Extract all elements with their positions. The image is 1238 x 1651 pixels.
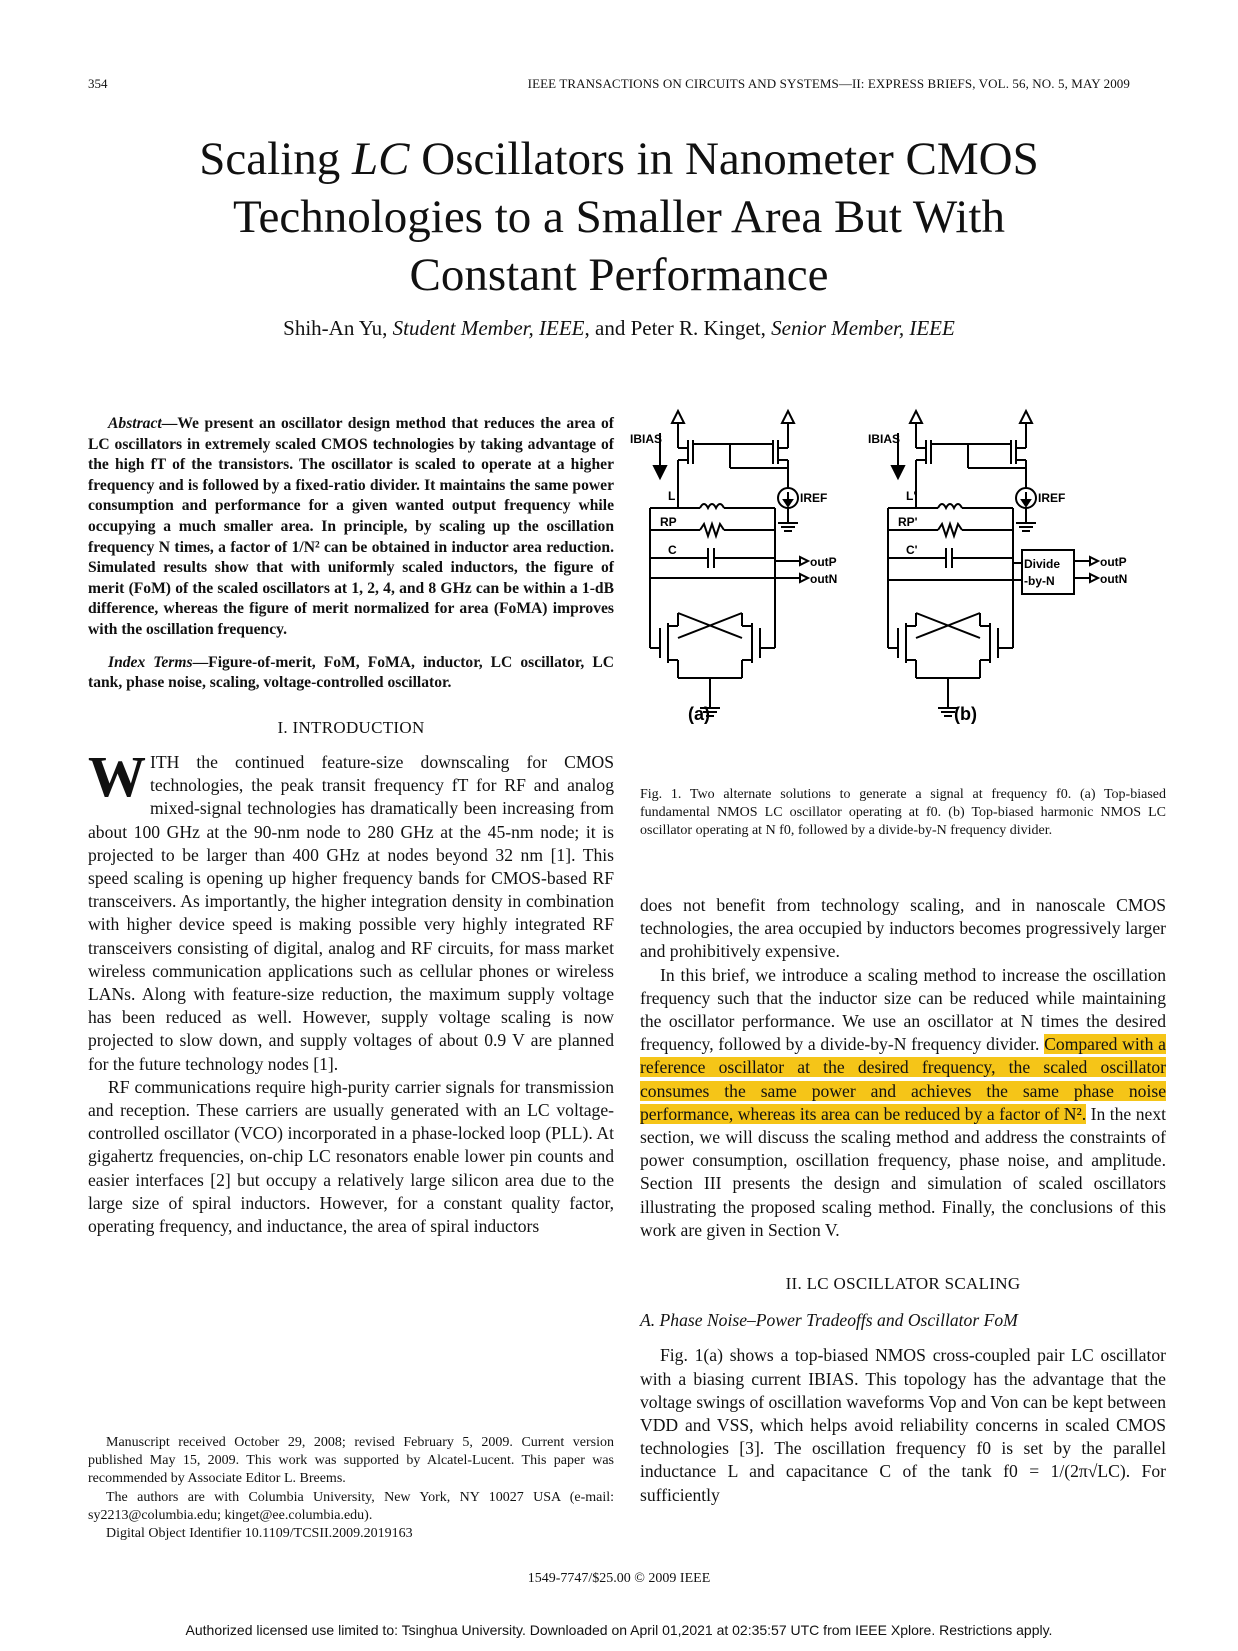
label-rp: RP — [660, 515, 677, 529]
abstract-text: —We present an oscillator design method that reduces the area of LC oscillators in extremely scaled CMOS technologies by taking advantage of the high fT of the transistors. The oscillator is scaled to operate at a higher frequency and is followed by a fixed-ratio divider. It maintains the same power consumption and performance for a given wanted output frequency while occupying a much smaller area. In principle, by scaling up the oscillation frequency N times, a factor of 1/N² can be obtained in inductor area reduction. Simulated results show that with uniformly scaled inductors, the figure of merit (FoM) of the scaled oscillators at 1, 2, 4, and 8 GHz can be within a 1-dB difference, whereas the figure of merit normalized for area (FoMA) improves with the oscillation frequency. — [88, 415, 614, 638]
label-l: L — [668, 489, 676, 503]
intro-paragraph-2: RF communications require high-purity carrier signals for transmission and reception. These carriers are usually generated with an LC voltage-controlled oscillator (VCO) incorporated in a phase-locked loop (PLL). At gigahertz frequencies, on-chip LC resonators enable lower pin counts and easier interfaces [2] but occupy a relatively large silicon area due to the large size of spiral inductors. However, for a constant quality factor, operating frequency, and inductance, the area of spiral inductors — [88, 1076, 614, 1236]
panel-b-schematic — [888, 411, 1098, 716]
journal-header: IEEE TRANSACTIONS ON CIRCUITS AND SYSTEMS—II: EXPRESS BRIEFS, VOL. 56, NO. 5, MAY 2009 — [527, 76, 1130, 91]
intro-heading: I. INTRODUCTION — [277, 717, 425, 737]
label-iref-a: IREF — [800, 491, 828, 505]
page-number: 354 — [88, 76, 108, 91]
left-column — [88, 414, 614, 1238]
panel-a-schematic — [650, 411, 808, 716]
copyright: 1549-7747/$25.00 © 2009 IEEE — [527, 1571, 711, 1586]
panel-a-label: (a) — [688, 704, 710, 724]
panel-b-label: (b) — [954, 704, 977, 724]
title-line2: Technologies to a Smaller Area But With — [233, 191, 1005, 243]
right-paragraph-3: Fig. 1(a) shows a top-biased NMOS cross-coupled pair LC oscillator with a biasing current IBIAS. This topology has the advantage that the voltage swings of oscillation waveforms Vop and Von can be kept between VDD and VSS, which helps avoid reliability concerns in scaled CMOS technologies [3]. The oscillation frequency f0 is set by the parallel inductance L and capacitance C of the tank f0 = 1/(2π√LC). For sufficiently — [640, 1345, 1166, 1505]
dropcap: W — [88, 743, 146, 809]
label-rp-prime: RP' — [898, 515, 918, 529]
abstract — [88, 414, 614, 694]
label-outn-a: outN — [810, 572, 838, 586]
section-2-heading: II. LC OSCILLATOR SCALING — [785, 1274, 1021, 1294]
author-1-role: Student Member, IEEE — [392, 316, 585, 340]
author-list — [0, 316, 1238, 341]
figure-1-circuit — [630, 408, 1170, 768]
label-divide-2: -by-N — [1024, 574, 1055, 588]
label-outn-b: outN — [1100, 572, 1128, 586]
author-1: Shih-An Yu, — [283, 316, 393, 340]
intro-paragraph-1: ITH the continued feature-size downscaling for CMOS technologies, the peak transit frequency fT for RF and analog mixed-signal technologies has dramatically been increasing from about 100 GHz at the 90-nm node to 280 GHz at the 45-nm node; it is projected to be larger than 400 GHz at nodes beyond 32 nm [1]. This speed scaling is opening up higher frequency bands for CMOS-based RF transceivers. As importantly, the higher integration density in combination with higher device speed is making possible very highly integrated RF transceivers consisting of digital, analog and RF circuits, for mass market wireless communication applications such as cellular phones or wireless LANs. Along with feature-size reduction, the maximum supply voltage has been reduced as well. However, supply voltage scaling is now projected to slow down, and supply voltages of about 0.9 V are planned for the future technology nodes [1]. — [88, 751, 614, 1074]
index-terms-label: Index Terms — [108, 653, 193, 671]
right-paragraph-2a: In this brief, we introduce a scaling method to increase the oscillation frequency such that the inductor size can be reduced while maintaining the oscillator performance. We use an oscillator at N times the desired frequency, followed by a divide-by-N frequency divider. — [640, 964, 1166, 1055]
footnote — [88, 1434, 614, 1543]
right-paragraph-1: does not benefit from technology scaling, and in nanoscale CMOS technologies, the area occupied by inductors becomes progressively larger and prohibitively expensive. — [640, 895, 1166, 962]
paper-title — [0, 130, 1238, 304]
footnote-doi: Digital Object Identifier 10.1109/TCSII.2009.2019163 — [106, 1526, 413, 1542]
label-l-prime: L' — [906, 489, 917, 503]
label-divide-1: Divide — [1024, 557, 1061, 571]
subsection-a-heading: A. Phase Noise–Power Tradeoffs and Oscillator FoM — [640, 1310, 1018, 1331]
label-iref-b: IREF — [1038, 491, 1066, 505]
title-line3: Constant Performance — [409, 249, 829, 301]
label-ibias-b: IBIAS — [868, 432, 901, 446]
footnote-manuscript: Manuscript received October 29, 2008; revised February 5, 2009. Current version published May 15, 2009. This work was supported by Alcatel-Lucent. This paper was recommended by Associate Editor L. Breems. — [88, 1435, 614, 1487]
right-column — [640, 894, 1166, 1507]
label-c-prime: C' — [906, 543, 918, 557]
right-paragraph-2b: In the next section, we will discuss the scaling method and address the constraints of power consumption, oscillation frequency, phase noise, and amplitude. Section III presents the design and simulation of scaled oscillators illustrating the proposed scaling method. Finally, the conclusions of this work are given in Section V. — [640, 1103, 1167, 1240]
label-c: C — [668, 543, 677, 557]
title-line1-a: Scaling — [199, 133, 353, 185]
license-notice: Authorized licensed use limited to: Tsinghua University. Downloaded on April 01,2021 at 02:35:57 UTC from IEEE Xplore. Restrictions apply. — [185, 1622, 1053, 1638]
author-2-role: Senior Member, IEEE — [771, 316, 955, 340]
label-outp-b: outP — [1100, 555, 1127, 569]
label-outp-a: outP — [810, 555, 837, 569]
abstract-label: Abstract — [108, 415, 162, 432]
title-line1-b: Oscillators in Nanometer CMOS — [409, 133, 1039, 185]
highlighted-sentence: Compared with a reference oscillator at the desired frequency, the scaled oscillator consumes the same power and achieves the same phase noise performance, whereas its area can be reduced by a factor of N². — [640, 1034, 1166, 1124]
title-lc: LC — [352, 133, 410, 185]
label-ibias-a: IBIAS — [630, 432, 663, 446]
index-terms-text: —Figure-of-merit, FoM, FoMA, inductor, LC oscillator, LC tank, phase noise, scaling, voltage-controlled oscillator. — [88, 653, 614, 692]
footnote-affiliation: The authors are with Columbia University, New York, NY 10027 USA (e-mail: sy2213@columbia.edu; kinget@ee.columbia.edu). — [88, 1489, 614, 1523]
figure-caption: Fig. 1. Two alternate solutions to generate a signal at frequency f0. (a) Top-biased fundamental NMOS LC oscillator operating at f0. (b) Top-biased harmonic NMOS LC oscillator operating at N f0, followed by a divide-by-N frequency divider. — [640, 787, 1166, 838]
author-2: , and Peter R. Kinget, — [584, 316, 772, 340]
